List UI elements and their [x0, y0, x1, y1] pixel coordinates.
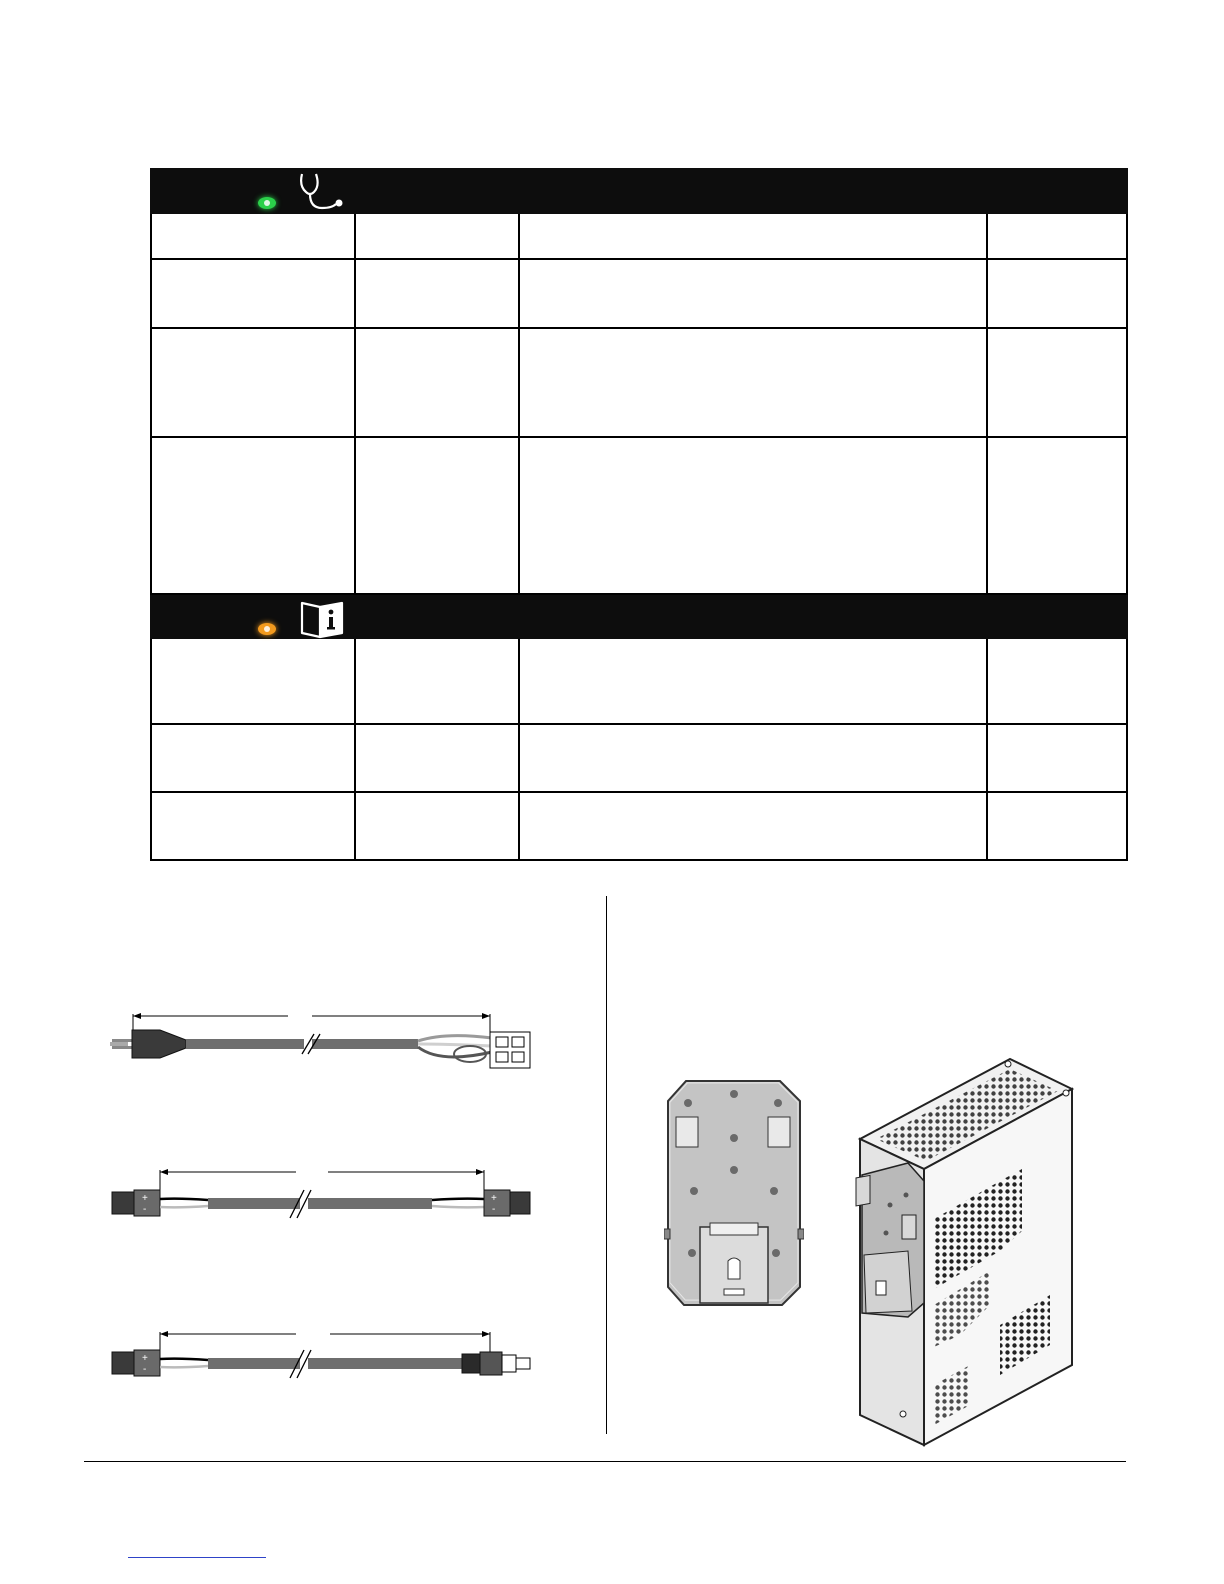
table-cell [519, 259, 987, 328]
svg-text:-: - [143, 1364, 147, 1375]
table-cell [355, 437, 519, 594]
table-cell [355, 259, 519, 328]
svg-text:+: + [142, 1353, 148, 1364]
svg-text:+: + [142, 1193, 148, 1204]
table-cell [355, 328, 519, 437]
table-cell [355, 213, 519, 259]
table-cell [151, 724, 355, 792]
footer-rule [84, 1461, 1126, 1462]
table-cell [519, 792, 987, 860]
table-cell [151, 213, 355, 259]
table-cell [987, 638, 1127, 724]
table-cell [519, 437, 987, 594]
table-row [151, 437, 1127, 594]
table-cell [987, 259, 1127, 328]
ac-power-cable-illustration [100, 1008, 540, 1088]
table-cell [519, 638, 987, 724]
table-row [151, 792, 1127, 860]
table-cell [355, 724, 519, 792]
table-cell [987, 213, 1127, 259]
orange-led-icon [258, 623, 276, 635]
din-rail-clip-illustration [664, 1077, 804, 1309]
footer-link-underline[interactable] [128, 1557, 266, 1558]
table-cell [519, 213, 987, 259]
svg-text:+: + [491, 1193, 497, 1204]
table-cell [987, 792, 1127, 860]
table-cell [355, 638, 519, 724]
table-cell [151, 437, 355, 594]
manual-info-icon [298, 597, 348, 644]
table-row [151, 259, 1127, 328]
table-row [151, 213, 1127, 259]
table-cell [987, 437, 1127, 594]
dc-power-cable-illustration [100, 1168, 540, 1228]
table-cell [519, 724, 987, 792]
mounting-illustrations [650, 1055, 1090, 1455]
table-cell [355, 792, 519, 860]
stethoscope-icon [298, 172, 348, 219]
table-row [151, 638, 1127, 724]
power-supply-unit-illustration [850, 1055, 1080, 1447]
green-led-icon [258, 197, 276, 209]
table-row [151, 328, 1127, 437]
column-divider [606, 896, 607, 1434]
svg-text:-: - [492, 1204, 496, 1215]
table-cell [151, 328, 355, 437]
table-cell [151, 638, 355, 724]
table-cell [151, 792, 355, 860]
table-cell [519, 328, 987, 437]
normal-status-band [151, 169, 1127, 213]
cable-illustrations [100, 990, 540, 1400]
status-indicator-table [150, 168, 1128, 861]
svg-text:-: - [143, 1204, 147, 1215]
dc-to-barrel-cable-illustration [100, 1330, 540, 1390]
table-row [151, 724, 1127, 792]
warning-status-band [151, 594, 1127, 638]
table-cell [151, 259, 355, 328]
table-cell [987, 328, 1127, 437]
table-cell [987, 724, 1127, 792]
